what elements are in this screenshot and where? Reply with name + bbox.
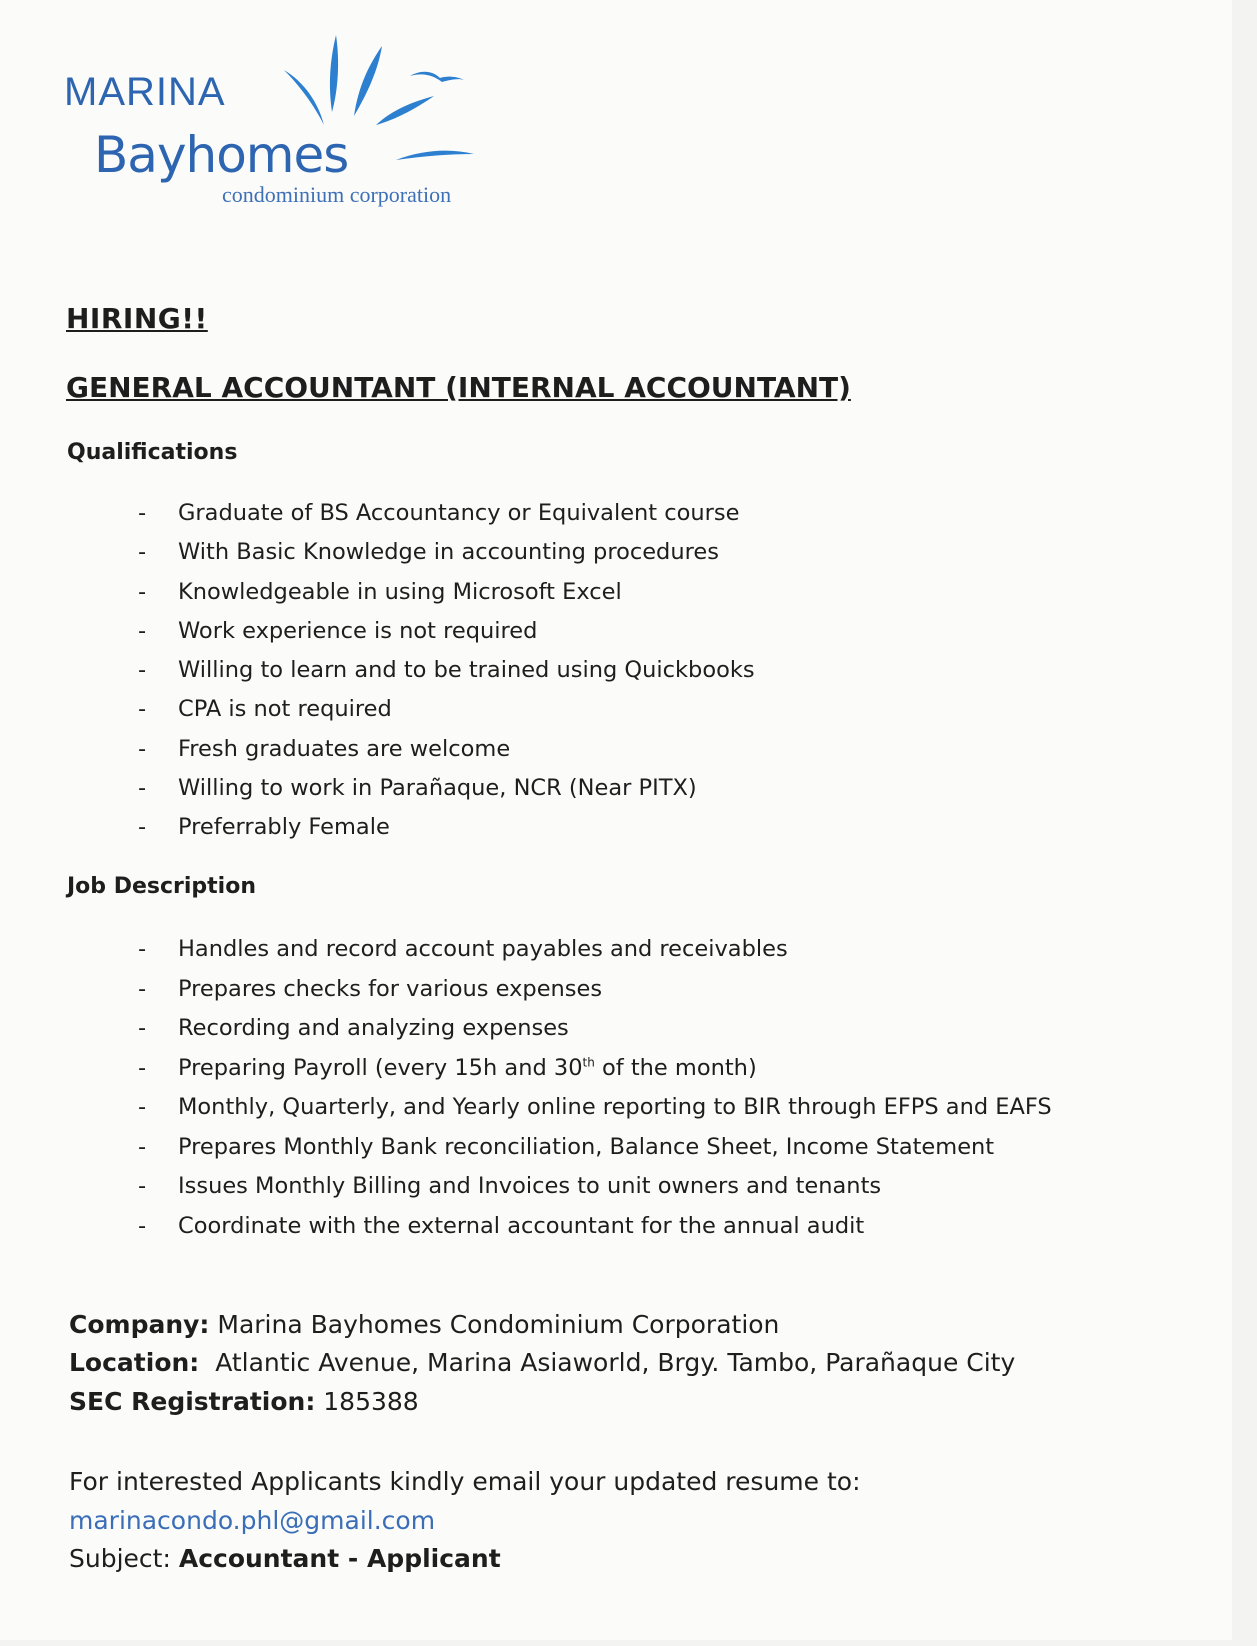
bullet-dash: - (138, 617, 147, 644)
list-item: - Willing to work in Parañaque, NCR (Near PITX) (138, 769, 755, 808)
bullet-dash: - (138, 1015, 147, 1041)
bullet-dash: - (138, 1054, 147, 1081)
company-logo (62, 30, 502, 215)
bullet-dash: - (138, 936, 147, 962)
bullet-dash: - (138, 814, 147, 841)
subject-value: Accountant - Applicant (178, 1544, 501, 1573)
logo-text-marina: MARINA (64, 70, 226, 114)
list-item: - Graduate of BS Accountancy or Equivalent course (138, 494, 755, 533)
list-item: - With Basic Knowledge in accounting procedures (138, 533, 755, 572)
bullet-dash: - (138, 578, 147, 605)
list-item: - Monthly, Quarterly, and Yearly online reporting to BIR through EFPS and EAFS (138, 1088, 1052, 1128)
location-label: Location: (69, 1348, 200, 1377)
list-item: - Issues Monthly Billing and Invoices to unit owners and tenants (138, 1167, 1052, 1207)
company-label: Company: (69, 1310, 210, 1339)
bullet-dash: - (138, 500, 147, 526)
email-subject-line (69, 1544, 501, 1573)
location-line (69, 1348, 1015, 1377)
bullet-dash: - (138, 1212, 147, 1239)
job-description-heading: Job Description (67, 874, 256, 899)
list-item: - Preferrably Female (138, 808, 755, 847)
qualifications-heading: Qualifications (67, 440, 238, 465)
company-value: Marina Bayhomes Condominium Corporation (217, 1310, 780, 1339)
logo-text-corporation: condominium corporation (222, 182, 452, 207)
bullet-dash: - (138, 735, 147, 762)
bullet-dash: - (138, 696, 147, 723)
sec-label: SEC Registration: (69, 1387, 316, 1416)
bullet-dash: - (138, 1173, 147, 1199)
list-item: - Prepares checks for various expenses (138, 970, 1052, 1010)
job-description-list (138, 930, 1052, 1246)
position-title: GENERAL ACCOUNTANT (INTERNAL ACCOUNTANT) (66, 371, 851, 404)
list-item: - Fresh graduates are welcome (138, 730, 755, 769)
list-item: - Prepares Monthly Bank reconciliation, Balance Sheet, Income Statement (138, 1128, 1052, 1168)
bullet-dash: - (138, 775, 147, 802)
sec-value: 185388 (323, 1387, 419, 1416)
sec-registration-line (69, 1387, 419, 1416)
sun-wave-logo-icon (284, 30, 484, 180)
subject-label: Subject: (69, 1544, 171, 1573)
bullet-dash: - (138, 1094, 147, 1120)
list-item: - Knowledgeable in using Microsoft Excel (138, 573, 755, 612)
bullet-dash: - (138, 1133, 147, 1160)
list-item: - Willing to learn and to be trained using Quickbooks (138, 651, 755, 690)
logo-text-bayhomes: Bayhomes (94, 126, 349, 184)
list-item: - Coordinate with the external accountant for the annual audit (138, 1207, 1052, 1247)
hiring-heading: HIRING!! (66, 302, 208, 335)
company-line (69, 1310, 779, 1339)
bullet-dash: - (138, 975, 147, 1002)
list-item: - CPA is not required (138, 690, 755, 729)
bullet-dash: - (138, 657, 147, 684)
list-item: - Work experience is not required (138, 612, 755, 651)
list-item: - Recording and analyzing expenses (138, 1009, 1052, 1049)
contact-email-link[interactable]: marinacondo.phl@gmail.com (69, 1506, 436, 1535)
list-item: - Handles and record account payables and receivables (138, 930, 1052, 970)
location-value: Atlantic Avenue, Marina Asiaworld, Brgy. Tambo, Parañaque City (215, 1348, 1016, 1377)
apply-instructions: For interested Applicants kindly email your updated resume to: (69, 1467, 861, 1496)
list-item: - Preparing Payroll (every 15h and 30th of the month) (138, 1049, 1052, 1089)
bullet-dash: - (138, 539, 147, 566)
qualifications-list (138, 494, 755, 848)
